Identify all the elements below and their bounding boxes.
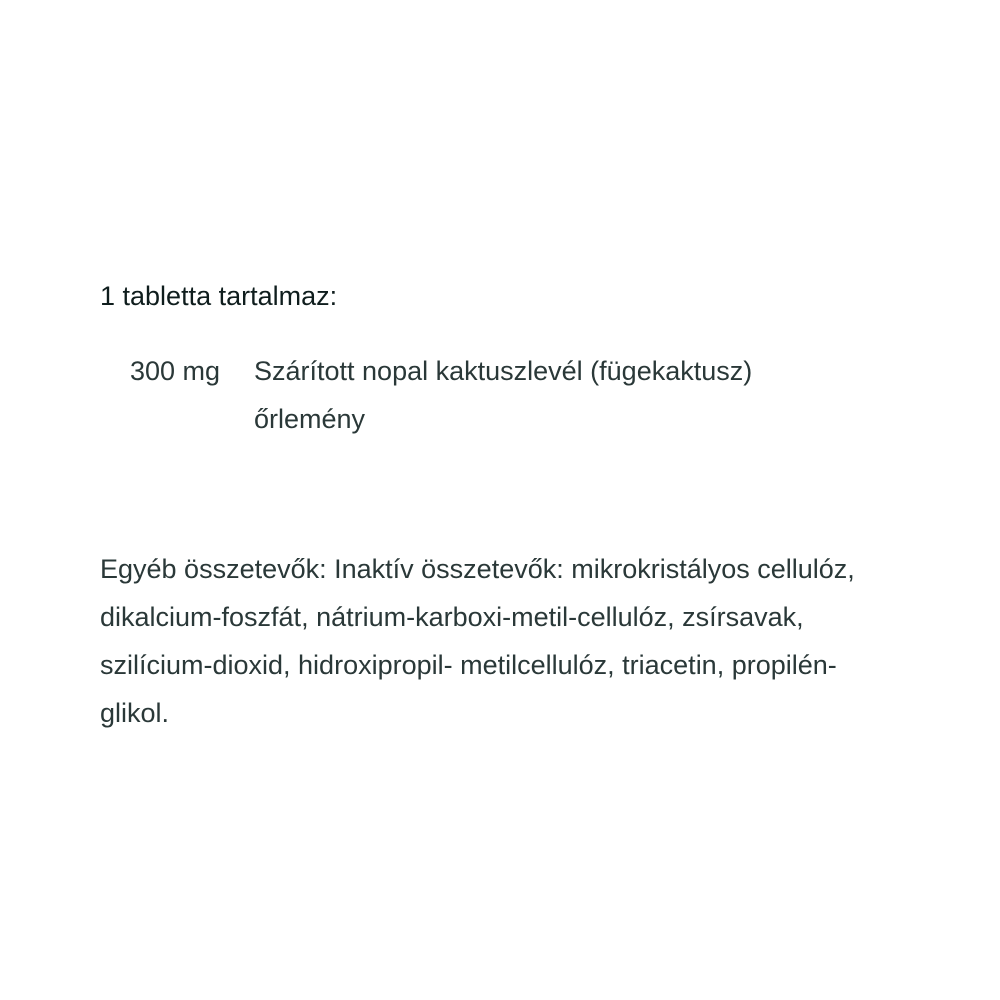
other-ingredients-text: Egyéb összetevők: Inaktív összetevők: mikrokristályos cellulóz, dikalcium-foszfát, nátrium-karboxi-metil-cellulóz, zsírsavak, szilícium-dioxid, hidroxipropil- metilcellulóz, triacetin, propilén-glikol. <box>100 554 855 728</box>
ingredient-amount: 300 mg <box>130 356 221 386</box>
composition-heading: 1 tabletta tartalmaz: <box>100 281 338 311</box>
ingredient-name: Szárított nopal kaktuszlevél (fügekaktusz) őrlemény <box>254 356 753 434</box>
composition-panel <box>100 276 960 764</box>
ingredient-row <box>100 347 960 443</box>
